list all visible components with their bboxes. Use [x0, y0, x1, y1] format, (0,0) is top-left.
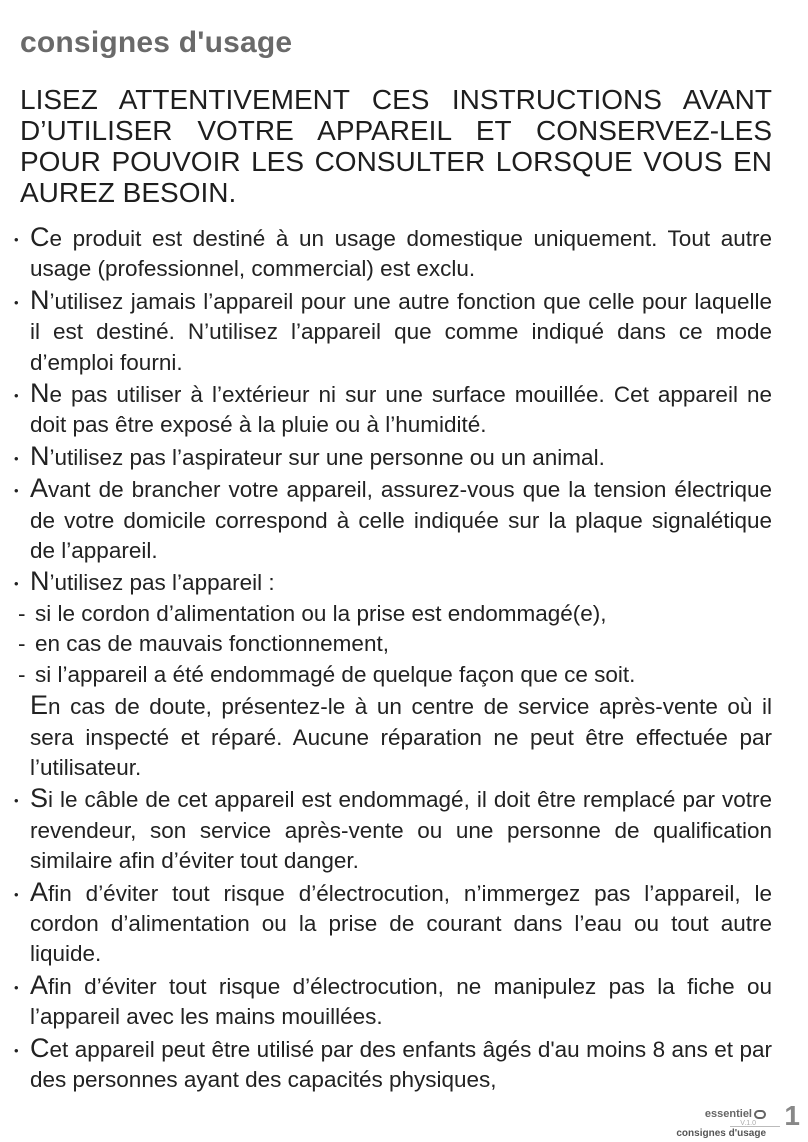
rule-text: e produit est destiné à un usage domestique uniquement. Tout autre usage (professionnel, commercial) est exclu. [30, 226, 772, 282]
brand-mark-icon [754, 1110, 766, 1119]
rule-initial: C [30, 1032, 50, 1063]
rule-sub-item [20, 629, 772, 659]
footer-divider [730, 1126, 780, 1127]
rule-text: fin d’éviter tout risque d’électrocution, ne manipulez pas la fiche ou l’appareil avec les mains mouillées. [30, 973, 772, 1030]
footer-section-label: consignes d'usage [676, 1128, 766, 1139]
rule-sub-item [20, 660, 772, 690]
rule-item [20, 783, 772, 876]
page-number: 1 [784, 1100, 800, 1131]
rule-initial: A [30, 969, 49, 1000]
rule-item [20, 441, 772, 473]
rule-initial: N [30, 440, 50, 471]
rule-text: e pas utiliser à l’extérieur ni sur une surface mouillée. Cet appareil ne doit pas être exposé à la pluie ou à l’humidité. [30, 382, 772, 438]
intro-warning: LISEZ ATTENTIVEMENT CES INSTRUCTIONS AVANT D’UTILISER VOTRE APPAREIL ET CONSERVEZ-LES POUR POUVOIR LES CONSULTER LORSQUE VOUS EN AUREZ BESOIN. [20, 84, 772, 208]
rule-text: et appareil peut être utilisé par des enfants âgés d'au moins 8 ans et par des personnes ayant des capacités physiques, [30, 1036, 772, 1092]
rule-item [20, 970, 772, 1033]
rule-item [20, 877, 772, 970]
rule-item [20, 222, 772, 285]
page-footer [608, 1082, 808, 1142]
rule-text: i le câble de cet appareil est endommagé, il doit être remplacé par votre revendeur, son service après-vente ou une personne de qualification similaire afin d’éviter tout danger. [30, 787, 772, 874]
rule-sub-item [20, 599, 772, 629]
brand-name: essentiel [704, 1108, 752, 1120]
rule-text: ’utilisez jamais l’appareil pour une autre fonction que celle pour laquelle il est destiné. N’utilisez l’appareil que comme indiqué dans ce mode d’emploi fourni. [30, 288, 772, 375]
rule-item [20, 473, 772, 566]
rule-text: fin d’éviter tout risque d’électrocution, n’immergez pas l’appareil, le cordon d’alimentation ou la prise de courant dans l’eau ou tout autre liquide. [30, 880, 772, 967]
rule-item [20, 566, 772, 598]
rule-text: ’utilisez pas l’aspirateur sur une personne ou un animal. [49, 444, 605, 470]
rule-initial: A [30, 876, 49, 907]
rule-text: si le cordon d’alimentation ou la prise est endommagé(e), [35, 600, 607, 626]
rule-initial: C [30, 222, 50, 252]
rule-text: en cas de mauvais fonctionnement, [35, 631, 389, 657]
rule-initial: E [30, 690, 49, 721]
rule-initial: S [30, 783, 49, 814]
rule-initial: N [30, 566, 50, 597]
safety-rules-list [20, 222, 772, 1095]
section-title: consignes d'usage [20, 26, 293, 59]
version-label: V.1.0 [740, 1120, 756, 1127]
rule-initial: N [30, 378, 50, 409]
rule-continuation [20, 690, 772, 783]
brand-logo [705, 1108, 766, 1120]
rule-initial: A [30, 473, 49, 504]
rule-initial: N [30, 284, 50, 315]
rule-item [20, 378, 772, 441]
rule-text: vant de brancher votre appareil, assurez-vous que la tension électrique de votre domicile correspond à celle indiquée sur la plaque signalétique de l’appareil. [30, 477, 772, 564]
rule-text: ’utilisez pas l’appareil : [49, 570, 275, 596]
rule-text: n cas de doute, présentez-le à un centre de service après-vente où il sera inspecté et réparé. Aucune réparation ne peut être effectuée par l’utilisateur. [30, 694, 772, 780]
rule-text: si l’appareil a été endommagé de quelque façon que ce soit. [35, 661, 636, 687]
rule-item [20, 285, 772, 378]
